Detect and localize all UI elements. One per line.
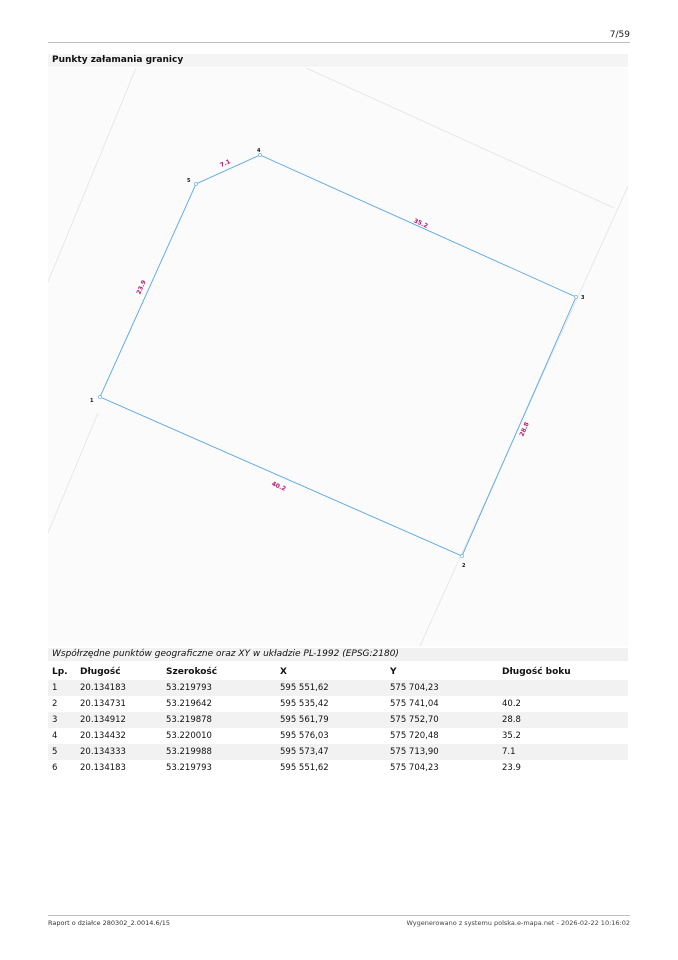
table-row — [48, 712, 628, 728]
cell-side-length: 23.9 — [502, 763, 521, 773]
cell-y: 575 704,23 — [390, 763, 439, 773]
cell-y: 575 704,23 — [386, 680, 498, 696]
point-label-1: 1 — [90, 398, 94, 404]
cell-x: 595 551,62 — [276, 680, 386, 696]
coordinates-caption: Współrzędne punktów geograficzne oraz XY w układzie PL-1992 (EPSG:2180) — [48, 648, 628, 661]
parcel-boundary[interactable] — [100, 155, 576, 556]
cell-lp: 1 — [48, 680, 76, 696]
table-header-row — [48, 663, 628, 680]
cell-lp: 6 — [52, 763, 58, 773]
page-number: 7/59 — [609, 30, 630, 40]
cell-y: 575 741,04 — [390, 699, 439, 709]
point-label-2: 2 — [462, 563, 466, 569]
footer-rule — [48, 915, 630, 916]
cell-y: 575 720,48 — [390, 731, 439, 741]
footer-generated-by: Wygenerowano z systemu polska.e-mapa.net - 2026-02-22 10:16:02 — [406, 919, 630, 927]
point-label-5: 5 — [187, 178, 191, 184]
table-row — [48, 680, 628, 696]
edge-length-2-3: 28.8 — [518, 421, 531, 438]
cell-side-length: 28.8 — [498, 712, 628, 728]
coordinates-table — [48, 663, 628, 776]
bg-line-2 — [306, 68, 614, 208]
cell-longitude: 20.134183 — [80, 763, 126, 773]
cell-lp: 2 — [52, 699, 58, 709]
cell-y: 575 752,70 — [386, 712, 498, 728]
cell-latitude: 53.219793 — [162, 680, 276, 696]
table-row — [48, 760, 628, 776]
cell-latitude: 53.219793 — [166, 763, 212, 773]
cell-latitude: 53.219988 — [162, 744, 276, 760]
bg-line-4 — [48, 413, 98, 533]
table-row — [48, 696, 628, 712]
cell-lp: 3 — [48, 712, 76, 728]
background-parcel-lines — [48, 68, 628, 646]
cell-longitude: 20.134731 — [80, 699, 126, 709]
cell-x: 595 561,79 — [276, 712, 386, 728]
cell-longitude: 20.134432 — [80, 731, 126, 741]
vertex-marker-2[interactable] — [460, 554, 463, 557]
cell-side-length: 40.2 — [502, 699, 521, 709]
cell-x: 595 573,47 — [276, 744, 386, 760]
parcel-map[interactable] — [48, 68, 628, 646]
cell-longitude: 20.134183 — [76, 680, 162, 696]
cell-lp: 4 — [52, 731, 58, 741]
header-longitude: Długość — [80, 666, 121, 677]
bg-line-1 — [48, 68, 136, 282]
edge-length-4-5: 7.1 — [219, 158, 232, 170]
edge-length-1-2: 40.2 — [270, 480, 287, 493]
cell-longitude: 20.134912 — [76, 712, 162, 728]
cell-x: 595 535,42 — [280, 699, 329, 709]
header-latitude: Szerokość — [166, 666, 218, 677]
table-row — [48, 728, 628, 744]
cell-side-length: 7.1 — [498, 744, 628, 760]
vertex-marker-5[interactable] — [194, 182, 197, 185]
cell-side-length — [498, 680, 628, 696]
header-lp: Lp. — [52, 666, 68, 677]
footer-report-name: Raport o działce 280302_2.0014.6/15 — [48, 919, 171, 927]
header-y: Y — [390, 666, 397, 677]
edge-length-5-1: 23.9 — [135, 279, 148, 296]
vertex-marker-1[interactable] — [98, 395, 101, 398]
vertex-marker-3[interactable] — [574, 295, 577, 298]
edge-length-3-4: 35.2 — [412, 217, 429, 230]
table-row — [48, 744, 628, 760]
header-x: X — [280, 666, 287, 677]
cell-longitude: 20.134333 — [76, 744, 162, 760]
cell-side-length: 35.2 — [502, 731, 521, 741]
header-side-length: Długość boku — [502, 666, 571, 677]
vertex-markers — [98, 153, 577, 557]
cell-lp: 5 — [48, 744, 76, 760]
section-title: Punkty załamania granicy — [48, 54, 628, 67]
point-label-3: 3 — [581, 295, 585, 301]
header-rule — [48, 42, 630, 43]
cell-x: 595 576,03 — [280, 731, 329, 741]
cell-latitude: 53.219878 — [162, 712, 276, 728]
cell-latitude: 53.220010 — [166, 731, 212, 741]
cell-x: 595 551,62 — [280, 763, 329, 773]
parcel-map-svg — [48, 68, 628, 646]
cell-latitude: 53.219642 — [166, 699, 212, 709]
point-label-4: 4 — [257, 148, 261, 154]
cell-y: 575 713,90 — [386, 744, 498, 760]
